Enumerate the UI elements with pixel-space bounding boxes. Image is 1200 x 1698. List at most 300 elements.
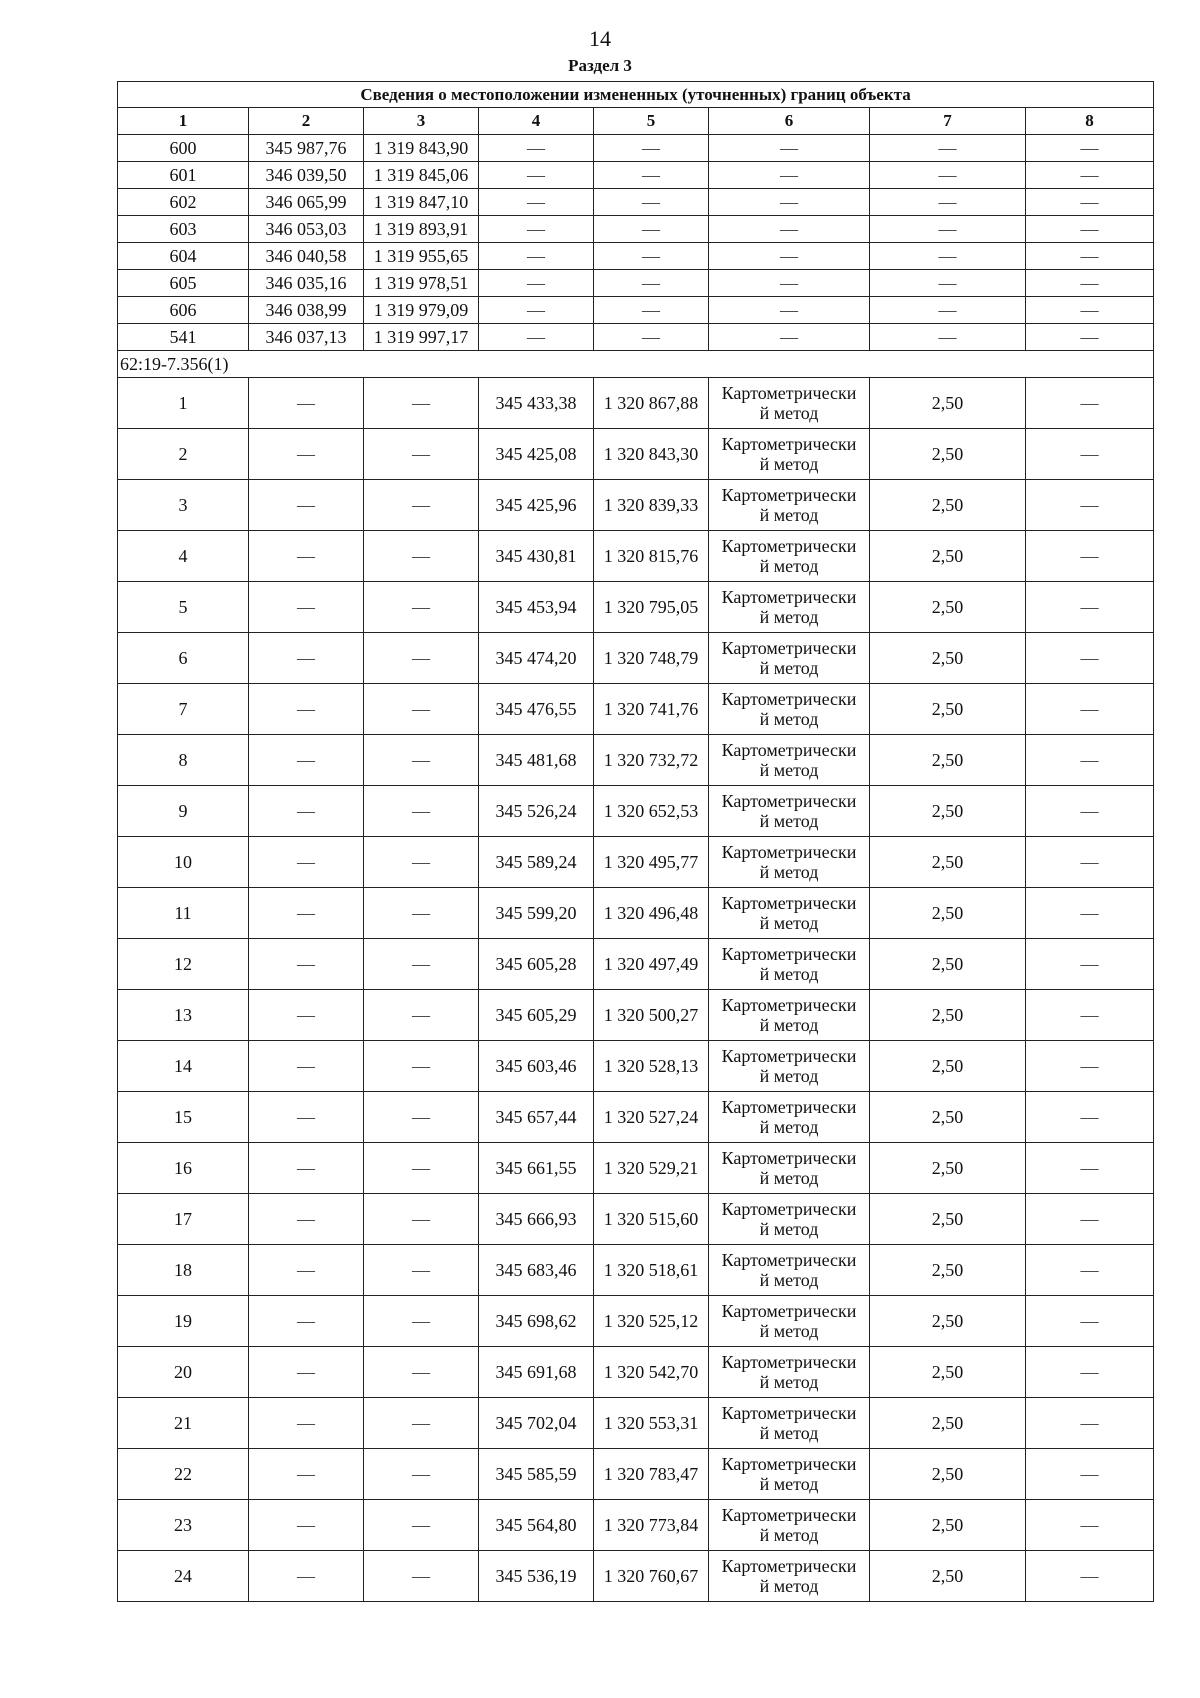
table-cell: — (709, 162, 870, 189)
table-cell: 345 661,55 (479, 1143, 594, 1194)
table-cell: — (1026, 270, 1154, 297)
table-cell: Картометрически й метод (709, 1194, 870, 1245)
table-cell: Картометрически й метод (709, 888, 870, 939)
table-cell: 2,50 (870, 480, 1026, 531)
table-cell: — (364, 582, 479, 633)
table-cell: 345 425,08 (479, 429, 594, 480)
table-cell: 345 564,80 (479, 1500, 594, 1551)
table-row (118, 1296, 1154, 1347)
table-cell: 345 603,46 (479, 1041, 594, 1092)
table-cell: Картометрически й метод (709, 1398, 870, 1449)
table-cell: 16 (118, 1143, 249, 1194)
table-cell: 1 320 529,21 (594, 1143, 709, 1194)
table-cell: — (870, 297, 1026, 324)
table-cell: — (479, 162, 594, 189)
table-cell: — (479, 297, 594, 324)
table-cell: 346 035,16 (249, 270, 364, 297)
table-cell: 2,50 (870, 1194, 1026, 1245)
table-cell: — (249, 684, 364, 735)
table-row (118, 135, 1154, 162)
table-cell: — (364, 684, 479, 735)
table-caption: Сведения о местоположении измененных (уточненных) границ объекта (118, 82, 1154, 108)
table-cell: — (249, 633, 364, 684)
table-cell: 1 319 893,91 (364, 216, 479, 243)
table-cell: 1 320 652,53 (594, 786, 709, 837)
table-cell: 1 320 795,05 (594, 582, 709, 633)
table-cell: 345 599,20 (479, 888, 594, 939)
table-cell: — (709, 297, 870, 324)
table-row (118, 1551, 1154, 1602)
table-cell: — (1026, 531, 1154, 582)
table-cell: — (870, 162, 1026, 189)
table-cell: Картометрически й метод (709, 378, 870, 429)
table-cell: — (1026, 1194, 1154, 1245)
table-row (118, 888, 1154, 939)
table-cell: 2,50 (870, 735, 1026, 786)
table-row (118, 1245, 1154, 1296)
table-cell: Картометрически й метод (709, 684, 870, 735)
table-cell: — (594, 189, 709, 216)
table-cell: 11 (118, 888, 249, 939)
table-cell: — (594, 216, 709, 243)
table-cell: — (1026, 297, 1154, 324)
table-cell: — (1026, 324, 1154, 351)
table-cell: — (1026, 1092, 1154, 1143)
table-cell: 1 320 760,67 (594, 1551, 709, 1602)
table-row (118, 1398, 1154, 1449)
table-row (118, 1041, 1154, 1092)
table-cell: — (364, 1347, 479, 1398)
table-cell: — (249, 888, 364, 939)
table-row (118, 786, 1154, 837)
table-cell: 1 320 748,79 (594, 633, 709, 684)
table-row (118, 162, 1154, 189)
table-cell: 1 320 527,24 (594, 1092, 709, 1143)
table-cell: 345 526,24 (479, 786, 594, 837)
table-row (118, 1347, 1154, 1398)
table-cell: — (364, 531, 479, 582)
table-cell: — (1026, 582, 1154, 633)
table-cell: 1 320 839,33 (594, 480, 709, 531)
table-cell: Картометрически й метод (709, 1245, 870, 1296)
table-cell: — (364, 1398, 479, 1449)
table-cell: 2 (118, 429, 249, 480)
table-cell: — (479, 135, 594, 162)
table-cell: — (249, 1347, 364, 1398)
table-row (118, 684, 1154, 735)
table-cell: Картометрически й метод (709, 939, 870, 990)
table-cell: — (364, 378, 479, 429)
table-cell: — (1026, 243, 1154, 270)
table-row (118, 297, 1154, 324)
table-cell: — (364, 1194, 479, 1245)
table-cell: 1 320 497,49 (594, 939, 709, 990)
table-cell: — (249, 1092, 364, 1143)
table-row (118, 1500, 1154, 1551)
table-row (118, 1092, 1154, 1143)
table-cell: — (479, 216, 594, 243)
table-cell: 15 (118, 1092, 249, 1143)
table-cell: 2,50 (870, 939, 1026, 990)
table-cell: — (249, 582, 364, 633)
column-number-row (118, 108, 1154, 135)
table-row (118, 480, 1154, 531)
table-cell: 20 (118, 1347, 249, 1398)
table-cell: Картометрически й метод (709, 735, 870, 786)
table-cell: 1 320 815,76 (594, 531, 709, 582)
table-row (118, 990, 1154, 1041)
table-cell: — (364, 990, 479, 1041)
table-cell: 345 536,19 (479, 1551, 594, 1602)
table-cell: — (870, 216, 1026, 243)
table-row (118, 582, 1154, 633)
table-cell: — (249, 735, 364, 786)
table-cell: 2,50 (870, 1398, 1026, 1449)
table-cell: — (249, 1449, 364, 1500)
table-cell: — (594, 324, 709, 351)
table-cell: 18 (118, 1245, 249, 1296)
table-cell: — (1026, 162, 1154, 189)
table-cell: — (709, 135, 870, 162)
table-row (118, 531, 1154, 582)
table-cell: 345 476,55 (479, 684, 594, 735)
table-cell: 23 (118, 1500, 249, 1551)
table-cell: Картометрически й метод (709, 1449, 870, 1500)
table-row (118, 939, 1154, 990)
table-cell: 2,50 (870, 1500, 1026, 1551)
table-cell: 1 319 847,10 (364, 189, 479, 216)
table-cell: Картометрически й метод (709, 990, 870, 1041)
table-cell: Картометрически й метод (709, 1347, 870, 1398)
table-cell: — (249, 429, 364, 480)
table-cell: 1 319 955,65 (364, 243, 479, 270)
table-cell: — (1026, 684, 1154, 735)
table-cell: 345 683,46 (479, 1245, 594, 1296)
table-cell: 7 (118, 684, 249, 735)
table-cell: — (479, 243, 594, 270)
table-cell: 345 691,68 (479, 1347, 594, 1398)
table-cell: 3 (118, 480, 249, 531)
column-header: 5 (594, 108, 709, 135)
table-cell: — (364, 1041, 479, 1092)
table-cell: 1 (118, 378, 249, 429)
table-body (118, 82, 1154, 1602)
table-cell: 10 (118, 837, 249, 888)
table-cell: — (1026, 1449, 1154, 1500)
table-cell: — (594, 297, 709, 324)
table-cell: 2,50 (870, 1092, 1026, 1143)
table-cell: 1 319 843,90 (364, 135, 479, 162)
table-cell: — (594, 135, 709, 162)
table-row (118, 633, 1154, 684)
table-cell: 345 474,20 (479, 633, 594, 684)
table-cell: 2,50 (870, 378, 1026, 429)
table-cell: Картометрически й метод (709, 1143, 870, 1194)
table-cell: — (1026, 837, 1154, 888)
table-cell: — (1026, 1041, 1154, 1092)
table-cell: — (249, 1551, 364, 1602)
table-cell: — (364, 1551, 479, 1602)
table-cell: 2,50 (870, 429, 1026, 480)
table-cell: 2,50 (870, 1551, 1026, 1602)
column-header: 3 (364, 108, 479, 135)
table-cell: — (249, 1398, 364, 1449)
table-cell: 2,50 (870, 1041, 1026, 1092)
table-cell: 345 657,44 (479, 1092, 594, 1143)
table-cell: 605 (118, 270, 249, 297)
table-cell: — (1026, 1296, 1154, 1347)
table-cell: — (709, 243, 870, 270)
table-cell: — (364, 1500, 479, 1551)
table-cell: — (249, 1143, 364, 1194)
column-header: 2 (249, 108, 364, 135)
table-cell: — (1026, 1398, 1154, 1449)
table-cell: Картометрически й метод (709, 429, 870, 480)
table-cell: 345 585,59 (479, 1449, 594, 1500)
table-cell: 1 320 783,47 (594, 1449, 709, 1500)
table-cell: 601 (118, 162, 249, 189)
column-header: 4 (479, 108, 594, 135)
table-cell: 2,50 (870, 1449, 1026, 1500)
table-cell: — (249, 1296, 364, 1347)
table-cell: — (364, 429, 479, 480)
table-cell: — (479, 189, 594, 216)
table-cell: 345 987,76 (249, 135, 364, 162)
table-cell: 345 698,62 (479, 1296, 594, 1347)
table-cell: Картометрически й метод (709, 480, 870, 531)
table-cell: 541 (118, 324, 249, 351)
table-cell: 345 453,94 (479, 582, 594, 633)
table-cell: 8 (118, 735, 249, 786)
table-cell: — (249, 1041, 364, 1092)
table-row (118, 243, 1154, 270)
table-cell: — (1026, 888, 1154, 939)
table-cell: 602 (118, 189, 249, 216)
table-cell: 2,50 (870, 531, 1026, 582)
table-cell: — (1026, 135, 1154, 162)
table-cell: 603 (118, 216, 249, 243)
column-header: 8 (1026, 108, 1154, 135)
table-cell: Картометрически й метод (709, 1092, 870, 1143)
table-cell: 5 (118, 582, 249, 633)
table-cell: — (364, 939, 479, 990)
table-cell: 345 666,93 (479, 1194, 594, 1245)
column-header: 7 (870, 108, 1026, 135)
table-cell: 1 320 542,70 (594, 1347, 709, 1398)
table-cell: — (364, 633, 479, 684)
table-cell: 345 589,24 (479, 837, 594, 888)
table-cell: — (364, 888, 479, 939)
table-row (118, 324, 1154, 351)
table-row (118, 1449, 1154, 1500)
table-cell: Картометрически й метод (709, 1041, 870, 1092)
table-cell: — (594, 243, 709, 270)
table-cell: 345 430,81 (479, 531, 594, 582)
table-cell: 346 039,50 (249, 162, 364, 189)
table-cell: — (709, 270, 870, 297)
table-cell: — (870, 189, 1026, 216)
table-cell: — (1026, 990, 1154, 1041)
table-cell: — (364, 480, 479, 531)
column-header: 6 (709, 108, 870, 135)
table-cell: Картометрически й метод (709, 837, 870, 888)
table-cell: 1 319 845,06 (364, 162, 479, 189)
column-header: 1 (118, 108, 249, 135)
table-row (118, 429, 1154, 480)
table-cell: — (249, 990, 364, 1041)
table-cell: — (870, 270, 1026, 297)
table-row (118, 189, 1154, 216)
table-cell: 2,50 (870, 633, 1026, 684)
table-cell: — (364, 1449, 479, 1500)
table-cell: — (249, 1194, 364, 1245)
table-cell: 1 320 525,12 (594, 1296, 709, 1347)
table-cell: 1 320 518,61 (594, 1245, 709, 1296)
table-row (118, 1194, 1154, 1245)
table-cell: — (249, 531, 364, 582)
table-cell: 345 605,28 (479, 939, 594, 990)
table-cell: 346 040,58 (249, 243, 364, 270)
table-row (118, 735, 1154, 786)
table-cell: 2,50 (870, 1245, 1026, 1296)
table-cell: — (709, 324, 870, 351)
group-row (118, 351, 1154, 378)
table-cell: — (1026, 786, 1154, 837)
table-cell: 1 320 500,27 (594, 990, 709, 1041)
table-cell: — (249, 378, 364, 429)
table-cell: 1 319 997,17 (364, 324, 479, 351)
table-cell: 24 (118, 1551, 249, 1602)
table-cell: 14 (118, 1041, 249, 1092)
table-row (118, 837, 1154, 888)
table-cell: 1 319 978,51 (364, 270, 479, 297)
table-cell: Картометрически й метод (709, 786, 870, 837)
table-cell: — (364, 837, 479, 888)
table-cell: 346 038,99 (249, 297, 364, 324)
table-cell: Картометрически й метод (709, 633, 870, 684)
table-cell: — (1026, 480, 1154, 531)
table-cell: — (479, 324, 594, 351)
table-cell: — (594, 162, 709, 189)
table-cell: — (364, 1143, 479, 1194)
table-cell: 346 053,03 (249, 216, 364, 243)
table-cell: — (249, 480, 364, 531)
table-cell: 345 702,04 (479, 1398, 594, 1449)
table-cell: — (1026, 216, 1154, 243)
table-cell: 1 320 843,30 (594, 429, 709, 480)
table-cell: 17 (118, 1194, 249, 1245)
table-cell: 2,50 (870, 888, 1026, 939)
table-cell: 2,50 (870, 1296, 1026, 1347)
table-cell: 1 320 741,76 (594, 684, 709, 735)
table-cell: — (249, 786, 364, 837)
table-cell: — (1026, 378, 1154, 429)
table-cell: — (364, 1245, 479, 1296)
table-caption-row (118, 82, 1154, 108)
table-cell: 9 (118, 786, 249, 837)
table-row (118, 378, 1154, 429)
table-cell: — (1026, 1500, 1154, 1551)
table-cell: — (870, 243, 1026, 270)
table-cell: — (870, 135, 1026, 162)
table-cell: 2,50 (870, 1347, 1026, 1398)
table-cell: — (1026, 735, 1154, 786)
table-cell: 345 425,96 (479, 480, 594, 531)
table-cell: Картометрически й метод (709, 531, 870, 582)
table-cell: 12 (118, 939, 249, 990)
table-cell: — (1026, 1245, 1154, 1296)
table-cell: — (364, 1296, 479, 1347)
table-cell: Картометрически й метод (709, 582, 870, 633)
table-cell: Картометрически й метод (709, 1500, 870, 1551)
table-cell: 345 605,29 (479, 990, 594, 1041)
page-number: 14 (589, 26, 611, 51)
table-cell: 346 065,99 (249, 189, 364, 216)
table-cell: 600 (118, 135, 249, 162)
table-cell: 2,50 (870, 786, 1026, 837)
table-cell: 22 (118, 1449, 249, 1500)
table-row (118, 270, 1154, 297)
table-cell: — (1026, 1143, 1154, 1194)
table-cell: 4 (118, 531, 249, 582)
table-cell: 1 320 528,13 (594, 1041, 709, 1092)
table-cell: 346 037,13 (249, 324, 364, 351)
table-cell: 1 320 496,48 (594, 888, 709, 939)
table-cell: 1 319 979,09 (364, 297, 479, 324)
table-row (118, 216, 1154, 243)
table-cell: — (364, 735, 479, 786)
table-cell: 6 (118, 633, 249, 684)
table-cell: — (249, 1500, 364, 1551)
table-cell: 2,50 (870, 990, 1026, 1041)
table-cell: — (1026, 1551, 1154, 1602)
table-cell: — (709, 189, 870, 216)
table-cell: Картометрически й метод (709, 1296, 870, 1347)
table-cell: — (249, 939, 364, 990)
table-cell: 1 320 553,31 (594, 1398, 709, 1449)
table-cell: 345 481,68 (479, 735, 594, 786)
table-cell: 1 320 732,72 (594, 735, 709, 786)
table-cell: — (479, 270, 594, 297)
table-cell: — (364, 1092, 479, 1143)
table-cell: 1 320 515,60 (594, 1194, 709, 1245)
table-cell: — (1026, 1347, 1154, 1398)
table-cell: — (1026, 939, 1154, 990)
table-cell: — (1026, 429, 1154, 480)
table-cell: — (1026, 189, 1154, 216)
table-cell: 604 (118, 243, 249, 270)
table-cell: — (870, 324, 1026, 351)
table-cell: — (594, 270, 709, 297)
table-cell: 2,50 (870, 837, 1026, 888)
table-cell: — (1026, 633, 1154, 684)
table-cell: 1 320 495,77 (594, 837, 709, 888)
table-cell: 2,50 (870, 684, 1026, 735)
table-cell: 13 (118, 990, 249, 1041)
table-cell: 606 (118, 297, 249, 324)
table-row (118, 1143, 1154, 1194)
section-title: Раздел 3 (568, 56, 632, 75)
boundary-table (117, 81, 1154, 1602)
table-cell: — (249, 1245, 364, 1296)
table-cell: 19 (118, 1296, 249, 1347)
table-cell: 2,50 (870, 582, 1026, 633)
table-cell: 1 320 773,84 (594, 1500, 709, 1551)
table-cell: 21 (118, 1398, 249, 1449)
table-cell: 1 320 867,88 (594, 378, 709, 429)
table-cell: — (709, 216, 870, 243)
table-cell: 2,50 (870, 1143, 1026, 1194)
